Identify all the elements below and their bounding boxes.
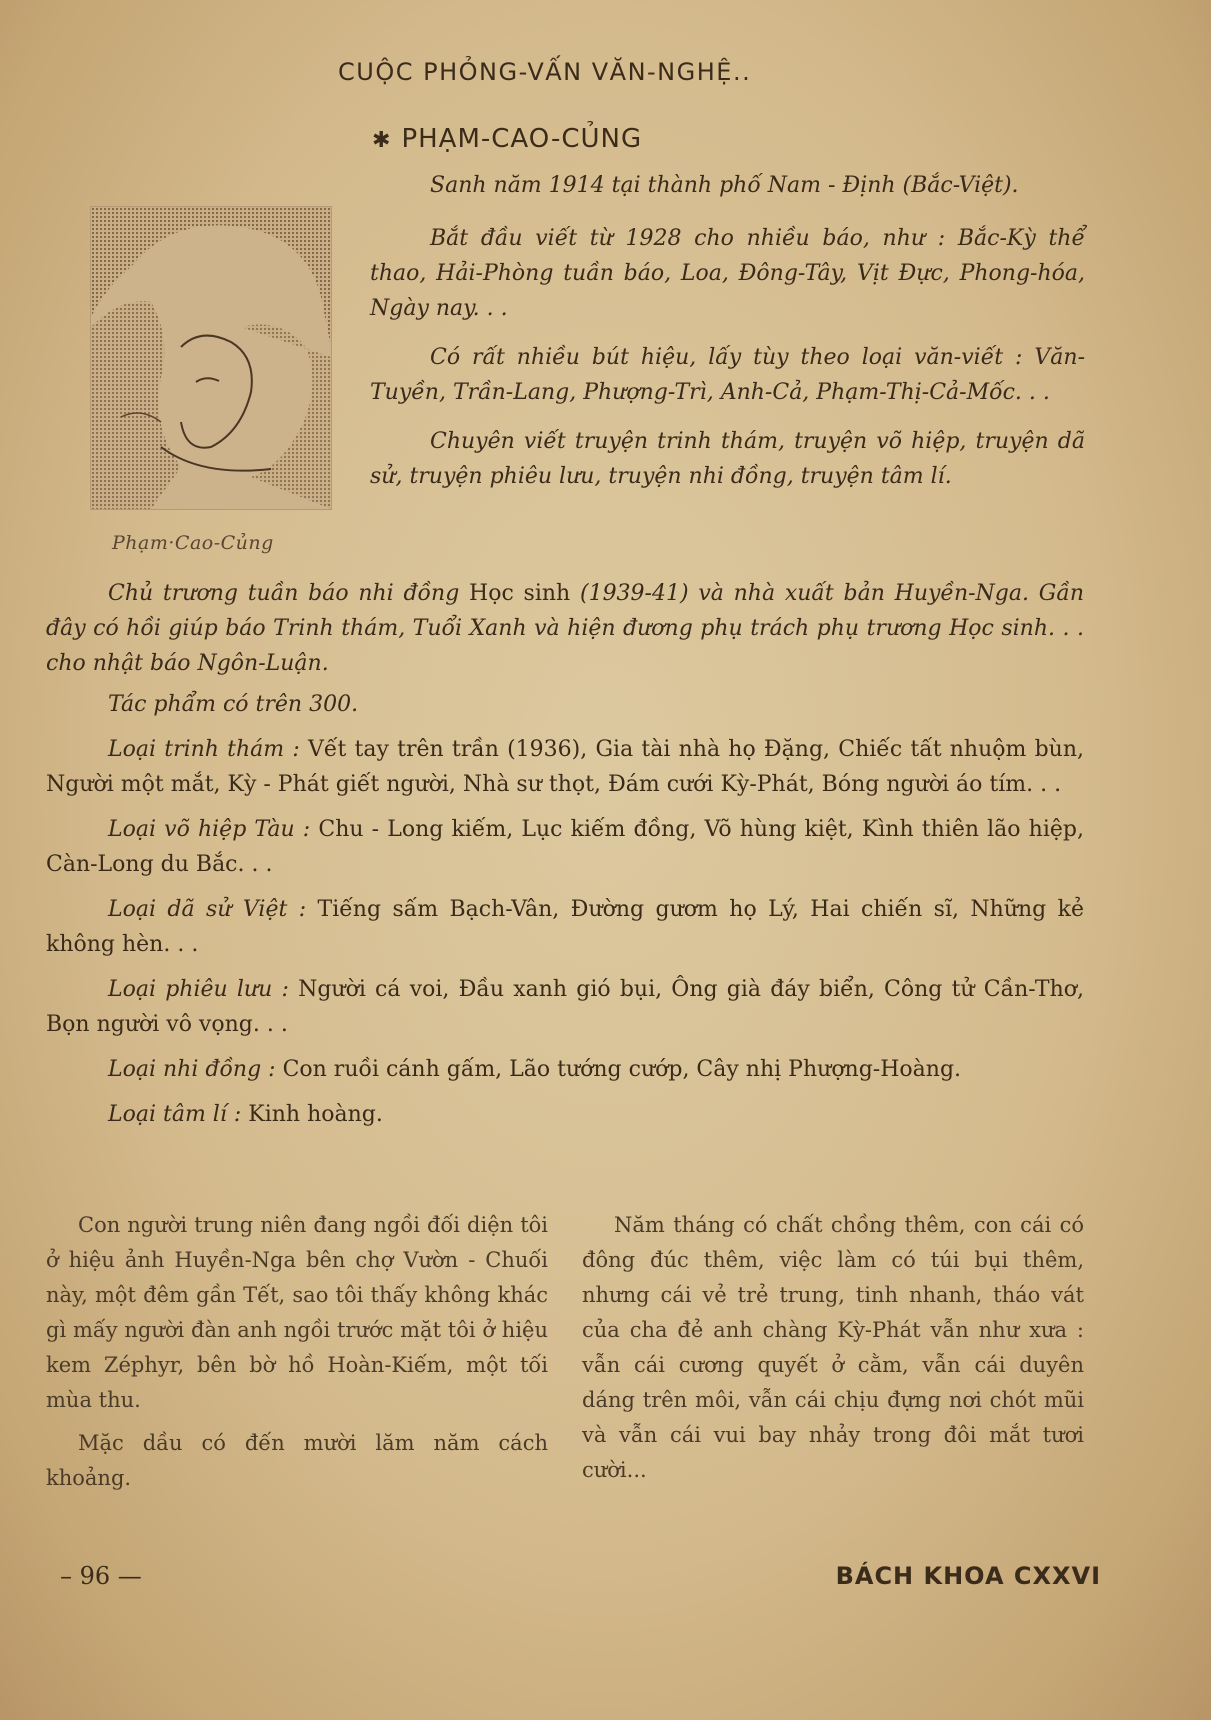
category-adventure: Loại phiêu lưu : Người cá voi, Đầu xanh gió bụi, Ông già đáy biển, Công tử Cần-Thơ, Bọn người vô vọng. . .	[46, 977, 1085, 1037]
article-paragraph: Con người trung niên đang ngồi đối diện tôi ở hiệu ảnh Huyền-Nga bên chợ Vườn - Chuối này, một đêm gần Tết, sao tôi thấy không khác gì mấy người đàn anh ngồi trước mặt tôi ở hiệu kem Zéphyr, bên bờ hồ Hoàn-Kiếm, một tối mùa thu.	[46, 1213, 548, 1412]
article-column-right	[582, 1208, 1084, 1496]
publications-paragraph: Bắt đầu viết từ 1928 cho nhiều báo, như : Bắc-Kỳ thể thao, Hải-Phòng tuần báo, Loa, Đông-Tây, Vịt Đực, Phong-hóa, Ngày nay. . .	[370, 226, 1085, 321]
bibliography-section	[46, 576, 1084, 1142]
category-children: Loại nhi đồng : Con ruồi cánh gấm, Lão tướng cướp, Cây nhị Phượng-Hoàng.	[108, 1057, 962, 1082]
portrait-illustration	[91, 207, 331, 509]
section-header: CUỘC PHỎNG-VẤN VĂN-NGHỆ..	[338, 58, 752, 86]
subject-heading	[372, 124, 642, 154]
category-psychology: Loại tâm lí : Kinh hoàng.	[108, 1102, 383, 1127]
category-detective: Loại trinh thám : Vết tay trên trần (1936), Gia tài nhà họ Đặng, Chiếc tất nhuộm bùn, Người một mắt, Kỳ - Phát giết người, Nhà sư thọt, Đám cưới Kỳ-Phát, Bóng người áo tím. . .	[46, 737, 1084, 797]
photo-caption: Phạm·Cao-Củng	[112, 532, 274, 554]
page-number: – 96 —	[60, 1562, 142, 1590]
portrait-photo	[90, 206, 332, 510]
article-paragraph: Năm tháng có chất chồng thêm, con cái có đông đúc thêm, việc làm có túi bụi thêm, nhưng cái vẻ trẻ trung, tinh nhanh, tháo vát của cha đẻ anh chàng Kỳ-Phát vẫn như xưa : vẫn cái cương quyết ở cằm, vẫn cái duyên dáng trên môi, vẫn cái chịu đựng nơi chót mũi và vẫn cái vui bay nhảy trong đôi mắt tươi cười...	[582, 1213, 1084, 1482]
category-history: Loại dã sử Việt : Tiếng sấm Bạch-Vân, Đường gươm họ Lý, Hai chiến sĩ, Những kẻ không hèn. . .	[46, 897, 1084, 957]
birth-paragraph: Sanh năm 1914 tại thành phố Nam - Định (Bắc-Việt).	[430, 173, 1019, 198]
journal-issue: BÁCH KHOA CXXVI	[835, 1562, 1101, 1590]
category-martial-arts: Loại võ hiệp Tàu : Chu - Long kiếm, Lục kiếm đồng, Võ hùng kiệt, Kình thiên lão hiệp, Càn-Long du Bắc. . .	[46, 817, 1084, 877]
intro-text	[370, 168, 1085, 508]
star-icon: ✱	[372, 128, 392, 153]
genres-paragraph: Chuyên viết truyện trinh thám, truyện võ hiệp, truyện dã sử, truyện phiêu lưu, truyện nhi đồng, truyện tâm lí.	[370, 429, 1085, 489]
article-column-left	[46, 1208, 548, 1504]
career-paragraph: Chủ trương tuần báo nhi đồng Học sinh (1939-41) và nhà xuất bản Huyền-Nga. Gần đây có hồi giúp báo Trinh thám, Tuổi Xanh và hiện đương phụ trách phụ trương Học sinh. . . cho nhật báo Ngôn-Luận.	[46, 581, 1084, 676]
works-count: Tác phẩm có trên 300.	[108, 692, 359, 717]
pen-names-paragraph: Có rất nhiều bút hiệu, lấy tùy theo loại văn-viết : Văn-Tuyền, Trần-Lang, Phượng-Trì, Anh-Cả, Phạm-Thị-Cả-Mốc. . .	[370, 345, 1085, 405]
article-paragraph: Mặc dầu có đến mười lăm năm cách khoảng.	[46, 1431, 548, 1490]
subject-name: PHẠM-CAO-CỦNG	[401, 124, 643, 154]
